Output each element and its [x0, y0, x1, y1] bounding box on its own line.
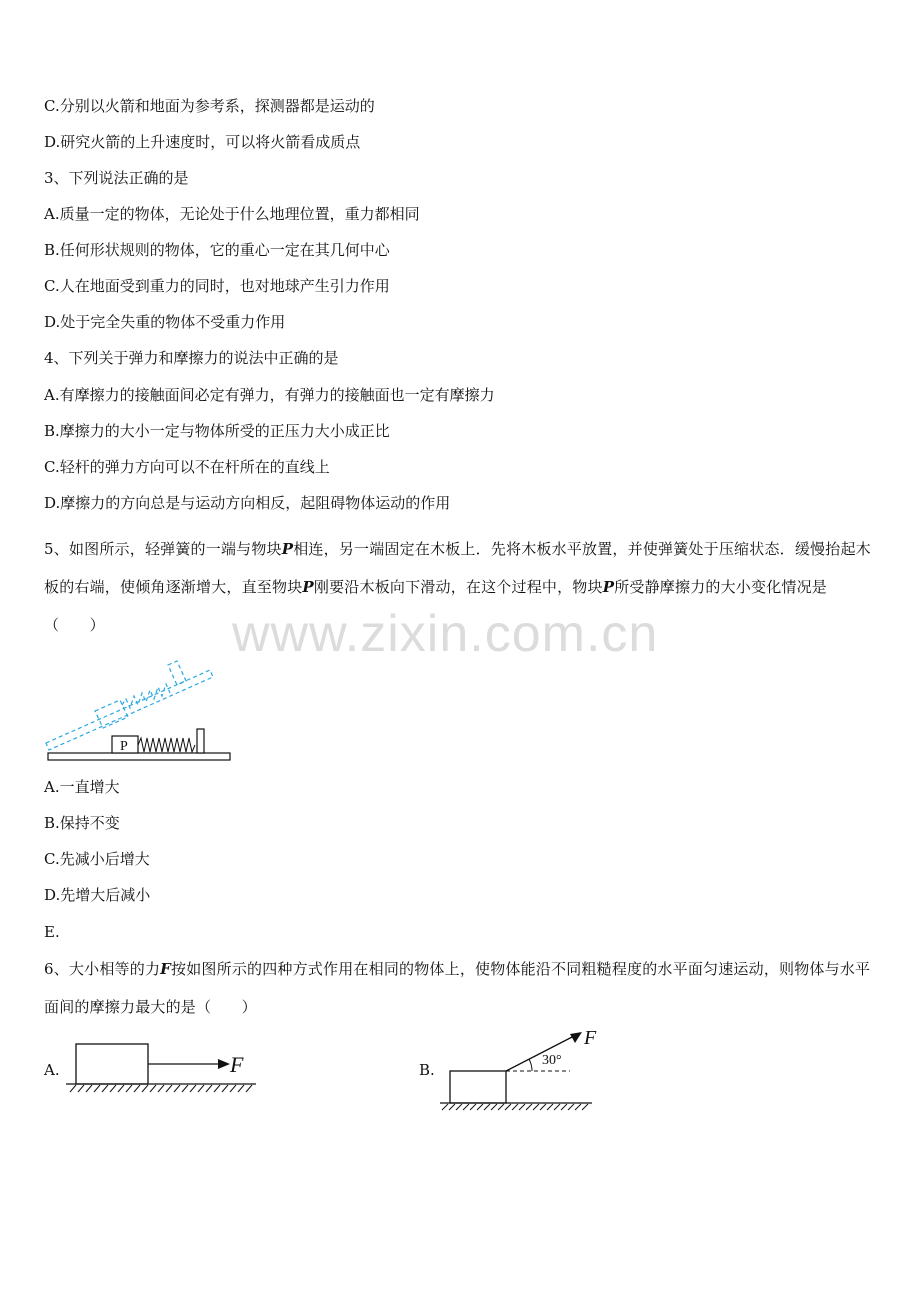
horizontal-board — [48, 753, 230, 760]
angle-arc — [529, 1059, 532, 1071]
q5-stem: 5、如图所示，轻弹簧的一端与物块P相连，另一端固定在木板上．先将木板水平放置，并使弹簧处于压缩状态．缓慢抬起木板的右端，使倾角逐渐增大，直至物块P刚要沿木板向下滑动，在这个过程中，物块P所受静摩擦力的大小变化情况是（ ） — [44, 540, 871, 634]
q2-option-c: C.分别以火箭和地面为参考系，探测器都是运动的 — [44, 97, 375, 115]
force-arrow — [506, 1035, 576, 1071]
ground-hatch — [442, 1104, 588, 1110]
q2-option-d: D.研究火箭的上升速度时，可以将火箭看成质点 — [44, 133, 361, 151]
q4-option-a: A.有摩擦力的接触面间必定有弹力，有弹力的接触面也一定有摩擦力 — [44, 386, 495, 404]
block-p-label: P — [120, 739, 128, 754]
watermark: www.zixin.com.cn — [232, 605, 659, 663]
q3-option-d: D.处于完全失重的物体不受重力作用 — [44, 313, 286, 331]
q5-option-b: B.保持不变 — [44, 814, 120, 832]
spring — [138, 738, 195, 752]
force-arrowhead — [218, 1059, 230, 1069]
q3-stem: 3、下列说法正确的是 — [44, 169, 189, 187]
q6-figure-b — [436, 1026, 616, 1111]
box — [76, 1044, 148, 1084]
q4-option-d: D.摩擦力的方向总是与运动方向相反，起阻碍物体运动的作用 — [44, 494, 451, 512]
q6-stem: 6、大小相等的力F按如图所示的四种方式作用在相同的物体上，使物体能沿不同粗糙程度的水平面匀速运动，则物体与水平面间的摩擦力最大的是（ ） — [44, 960, 871, 1016]
q4-option-b: B.摩擦力的大小一定与物体所受的正压力大小成正比 — [44, 422, 390, 440]
force-label: F — [584, 1027, 597, 1049]
q5-option-e: E. — [44, 923, 60, 941]
q5-option-c: C.先减小后增大 — [44, 850, 150, 868]
fixed-post — [197, 729, 204, 753]
q4-stem: 4、下列关于弹力和摩擦力的说法中正确的是 — [44, 349, 339, 367]
q5-figure — [40, 655, 240, 765]
angle-label: 30° — [542, 1053, 562, 1068]
q6-fig-b-label: B. — [419, 1061, 435, 1079]
ground-hatch — [70, 1085, 252, 1092]
q3-option-b: B.任何形状规则的物体，它的重心一定在其几何中心 — [44, 241, 390, 259]
q3-option-c: C.人在地面受到重力的同时，也对地球产生引力作用 — [44, 277, 390, 295]
q5-option-a: A.一直增大 — [44, 778, 120, 796]
box — [450, 1071, 506, 1103]
q6-figure-a — [60, 1040, 260, 1100]
q5-option-d: D.先增大后减小 — [44, 886, 151, 904]
q3-option-a: A.质量一定的物体，无论处于什么地理位置，重力都相同 — [44, 205, 420, 223]
force-label: F — [230, 1052, 244, 1077]
q4-option-c: C.轻杆的弹力方向可以不在杆所在的直线上 — [44, 458, 330, 476]
q6-fig-a-label: A. — [44, 1061, 60, 1079]
